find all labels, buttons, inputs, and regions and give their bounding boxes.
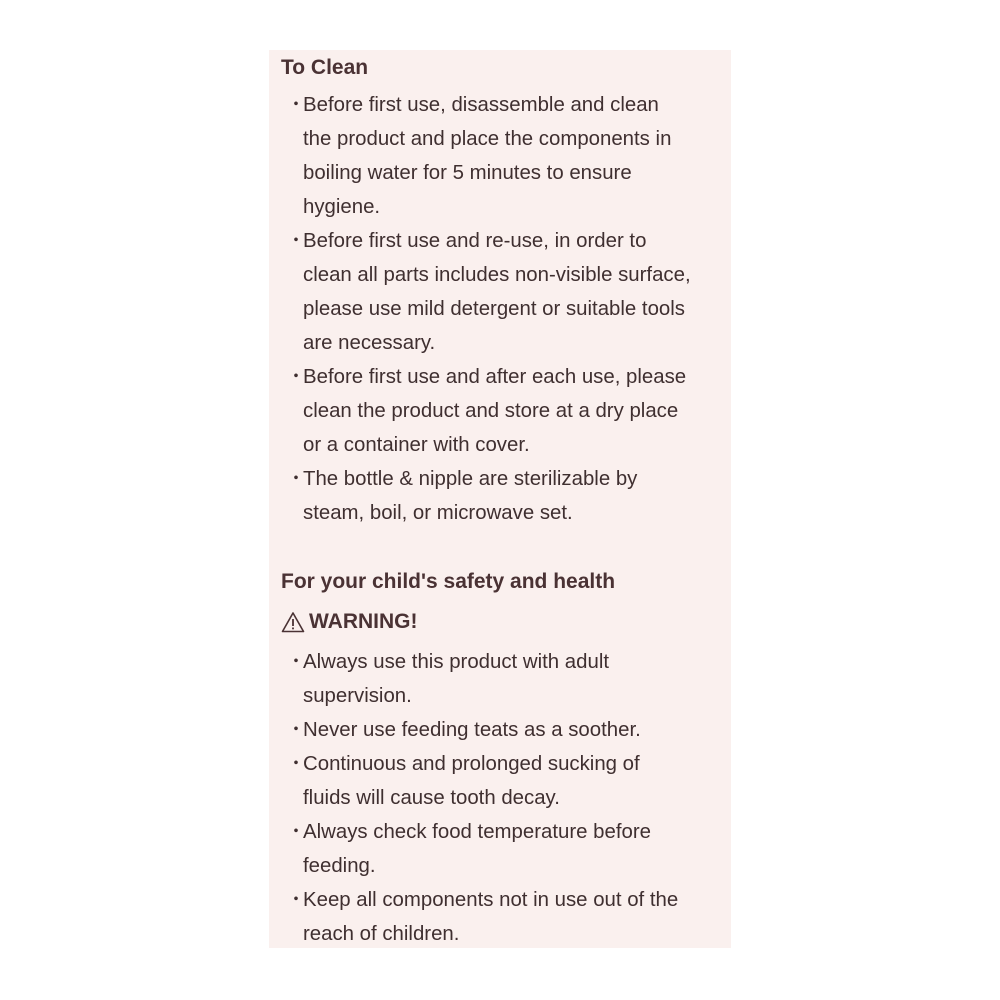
bullet-icon: ・ [286,889,306,911]
cleaning-list [269,88,731,530]
warning-text: WARNING! [309,610,418,633]
warning-label [281,610,418,634]
list-item [269,224,731,360]
safety-heading: For your child's safety and health [281,570,616,593]
list-item-line: reach of children. [303,923,460,945]
list-item-line: are necessary. [303,332,436,354]
list-item-line: The bottle & nipple are sterilizable by [303,468,638,490]
list-item-line: Continuous and prolonged sucking of [303,753,640,775]
to-clean-heading: To Clean [281,56,369,79]
bullet-icon: ・ [286,468,306,490]
list-item-line: Always check food temperature before [303,821,651,843]
list-item-line: Never use feeding teats as a soother. [303,719,641,741]
list-item-line: or a container with cover. [303,434,530,456]
list-item-line: clean all parts includes non-visible surface, [303,264,691,286]
instruction-panel [269,50,731,948]
list-item [269,88,731,224]
list-item [269,462,731,530]
list-item-line: Before first use, disassemble and clean [303,94,659,116]
bullet-icon: ・ [286,230,306,252]
bullet-icon: ・ [286,366,306,388]
bullet-icon: ・ [286,719,306,741]
bullet-icon: ・ [286,821,306,843]
list-item-line: Before first use and re-use, in order to [303,230,647,252]
list-item [269,815,731,883]
list-item [269,747,731,815]
list-item-line: Keep all components not in use out of the [303,889,679,911]
bullet-icon: ・ [286,94,306,116]
list-item [269,645,731,713]
list-item-line: feeding. [303,855,376,877]
list-item-line: supervision. [303,685,412,707]
list-item-line: Always use this product with adult [303,651,610,673]
list-item [269,883,731,951]
warning-list [269,645,731,951]
warning-triangle-icon [281,611,305,633]
list-item-line: please use mild detergent or suitable tools [303,298,685,320]
list-item-line: hygiene. [303,196,381,218]
bullet-icon: ・ [286,753,306,775]
bullet-icon: ・ [286,651,306,673]
list-item-line: fluids will cause tooth decay. [303,787,560,809]
list-item [269,360,731,462]
list-item-line: the product and place the components in [303,128,672,150]
list-item-line: clean the product and store at a dry place [303,400,679,422]
list-item-line: Before first use and after each use, please [303,366,687,388]
list-item [269,713,731,747]
list-item-line: boiling water for 5 minutes to ensure [303,162,632,184]
list-item-line: steam, boil, or microwave set. [303,502,573,524]
